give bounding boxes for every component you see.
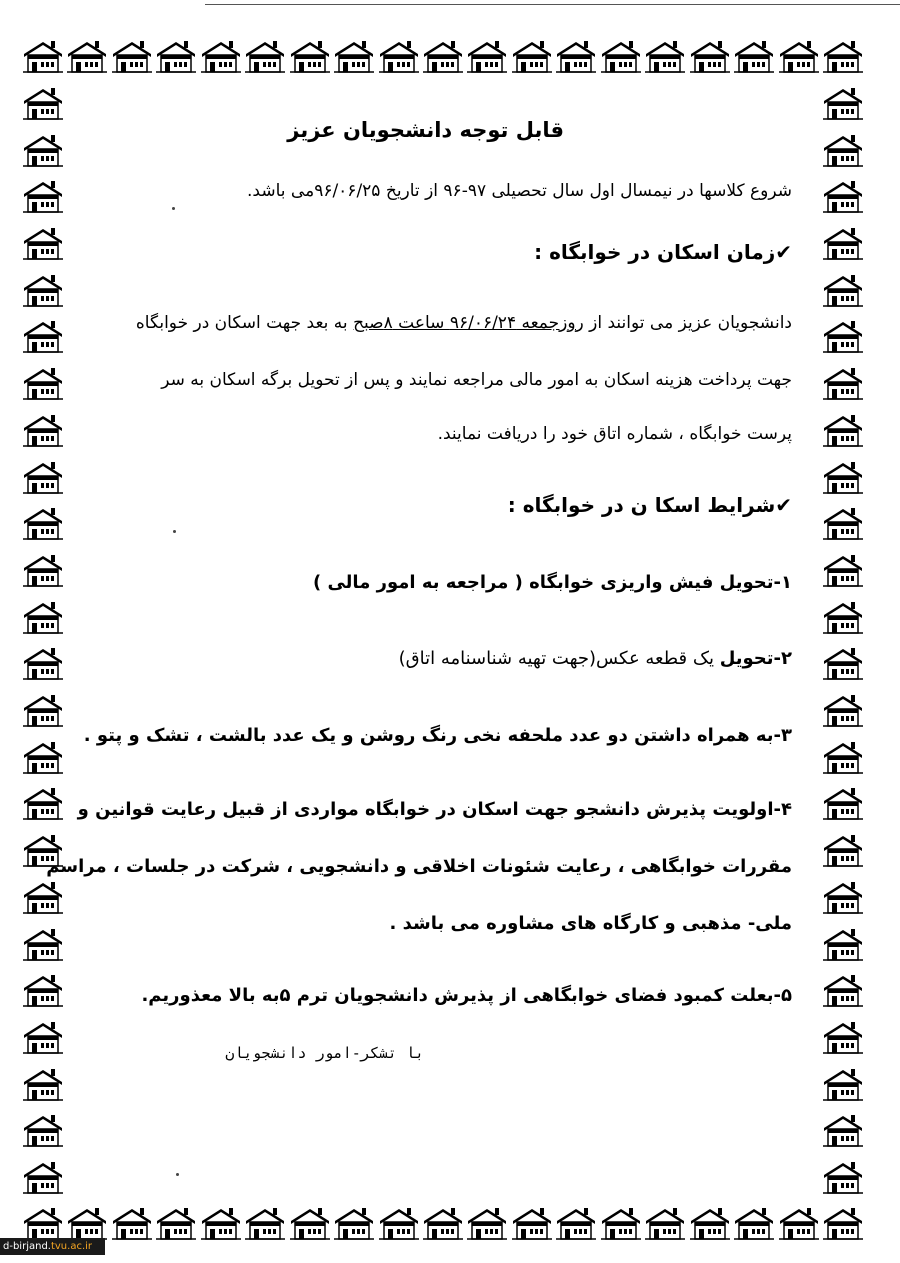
house-icon — [822, 693, 864, 727]
section-heading-text: شرایط اسکا ن در خوابگاه : — [507, 493, 776, 517]
house-icon — [22, 1020, 64, 1054]
house-icon — [822, 366, 864, 400]
item-text: یک قطعه عکس(جهت تهیه شناسنامه اتاق) — [398, 648, 720, 669]
house-icon — [22, 133, 64, 167]
house-icon — [822, 740, 864, 774]
checkmark-icon: ✔ — [775, 240, 792, 264]
house-icon — [822, 1206, 864, 1240]
house-icon — [822, 39, 864, 73]
house-icon — [22, 927, 64, 961]
signature: با تشکر-امور دانشجویان — [225, 1044, 424, 1062]
accommodation-line-2: جهت پرداخت هزینه اسکان به امور مالی مراجعه نمایند و پس از تحویل برگه اسکان به سر — [161, 370, 792, 390]
house-icon — [822, 1160, 864, 1194]
house-icon — [822, 179, 864, 213]
house-icon — [822, 226, 864, 260]
footer-url-domain: tvu.ac.ir — [50, 1241, 93, 1252]
house-icon — [22, 413, 64, 447]
item-number: ۲-تحویل — [719, 648, 792, 669]
house-icon — [22, 460, 64, 494]
house-icon — [822, 273, 864, 307]
house-icon — [22, 1113, 64, 1147]
house-icon — [22, 226, 64, 260]
house-icon — [22, 1160, 64, 1194]
house-icon — [822, 1067, 864, 1101]
house-icon — [822, 506, 864, 540]
house-icon — [822, 1113, 864, 1147]
text-segment: به بعد جهت اسکان در خوابگاه — [135, 313, 354, 333]
house-icon — [22, 740, 64, 774]
house-icon — [822, 133, 864, 167]
footer-url-prefix: d-birjand. — [3, 1241, 51, 1252]
house-icon — [22, 1206, 64, 1240]
checkmark-icon: ✔ — [775, 493, 792, 517]
house-icon — [22, 973, 64, 1007]
condition-item-4-line-1: ۴-اولویت پذیرش دانشجو جهت اسکان در خوابگاه مواردی از قبیل رعایت قوانین و — [77, 799, 792, 820]
footer-url-badge — [0, 1238, 105, 1255]
house-icon — [822, 927, 864, 961]
house-icon — [822, 786, 864, 820]
house-icon — [22, 319, 64, 353]
house-icon — [22, 646, 64, 680]
house-icon — [822, 86, 864, 120]
condition-item-4-line-3: ملی- مذهبی و کارگاه های مشاوره می باشد . — [389, 913, 792, 934]
house-icon — [22, 86, 64, 120]
house-icon — [822, 319, 864, 353]
house-icon — [22, 786, 64, 820]
condition-item-1: ۱-تحویل فیش واریزی خوابگاه ( مراجعه به امور مالی ) — [312, 572, 792, 593]
house-icon — [822, 646, 864, 680]
section-heading-conditions — [508, 493, 792, 517]
section-heading-accommodation-time — [534, 240, 792, 264]
page-title: قابل توجه دانشجویان عزیز — [287, 118, 564, 142]
house-icon — [22, 179, 64, 213]
condition-item-3: ۳-به همراه داشتن دو عدد ملحفه نخی رنگ روشن و یک عدد بالشت ، تشک و پتو . — [83, 725, 792, 746]
house-icon — [822, 1020, 864, 1054]
condition-item-5: ۵-بعلت کمبود فضای خوابگاهی از پذیرش دانشجویان ترم ۵به بالا معذوریم. — [141, 985, 792, 1006]
intro-text: شروع کلاسها در نیمسال اول سال تحصیلی ۹۷-۹۶ از تاریخ ۹۶/۰۶/۲۵می باشد. — [247, 181, 792, 201]
house-icon — [22, 693, 64, 727]
accommodation-line-3: پرست خوابگاه ، شماره اتاق خود را دریافت نمایند. — [437, 424, 792, 444]
house-icon — [822, 553, 864, 587]
house-icon — [822, 973, 864, 1007]
house-icon — [22, 506, 64, 540]
house-icon — [22, 880, 64, 914]
accommodation-line-1 — [136, 313, 792, 333]
condition-item-2 — [399, 648, 792, 669]
condition-item-4-line-2: مقررات خوابگاهی ، رعایت شئونات اخلاقی و دانشجویی ، شرکت در جلسات ، مراسم — [46, 856, 792, 877]
house-icon — [22, 366, 64, 400]
house-icon — [22, 273, 64, 307]
house-icon — [822, 833, 864, 867]
house-icon — [822, 413, 864, 447]
house-icon — [822, 460, 864, 494]
house-icon — [822, 880, 864, 914]
text-segment: دانشجویان عزیز می توانند از — [583, 313, 792, 333]
section-heading-text: زمان اسکان در خوابگاه : — [534, 240, 776, 264]
house-icon — [22, 1067, 64, 1101]
underlined-date: روزجمعه ۹۶/۰۶/۲۴ ساعت ۸صبح — [353, 313, 584, 333]
house-icon — [22, 553, 64, 587]
house-icon — [822, 600, 864, 634]
house-icon — [22, 600, 64, 634]
house-icon — [22, 39, 64, 73]
